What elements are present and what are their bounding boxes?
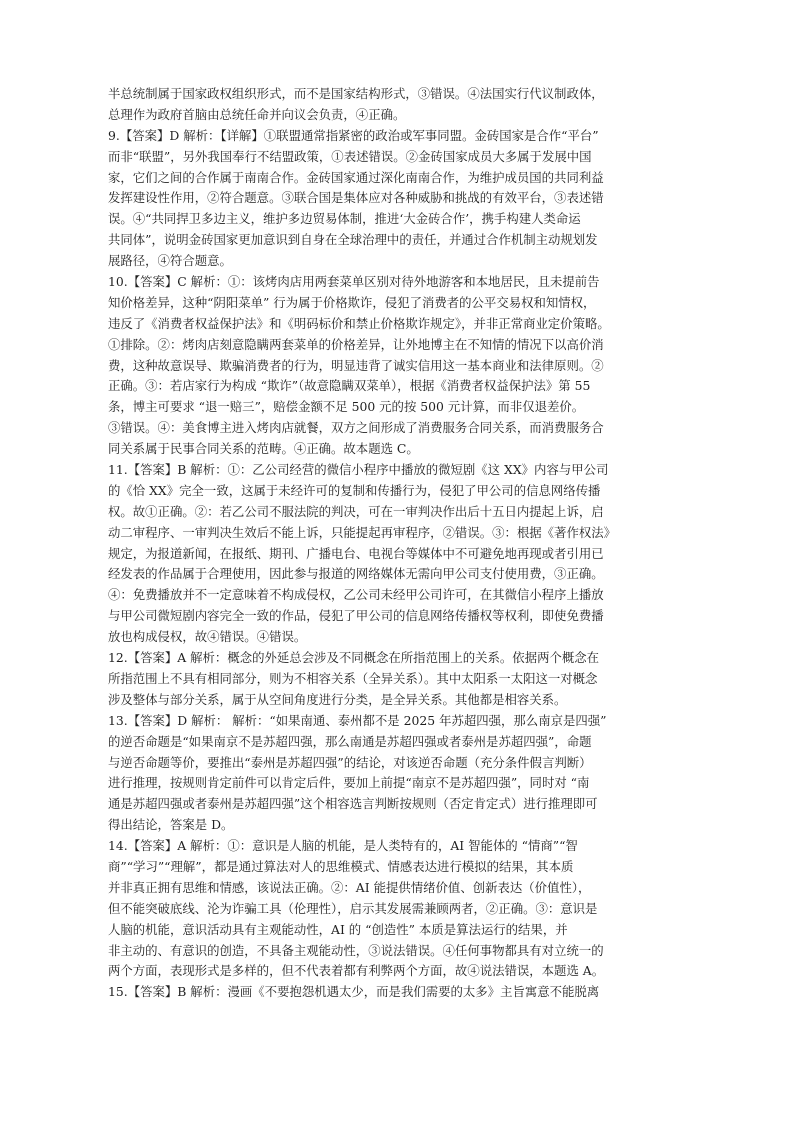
text-line: 进行推理，按规则肯定前件可以肯定后件，要加上前提“南京不是苏超四强”，同时对 “南 xyxy=(108,775,590,791)
text-line: 15.【答案】B 解析：漫画《不要抱怨机遇太少，而是我们需要的太多》主旨寓意不能脱离 xyxy=(108,984,600,1000)
text-line: 14.【答案】A 解析：①：意识是人脑的机能，是人类特有的，AI 智能体的 “情商”“智 xyxy=(108,838,578,854)
text-line: 共同体”，说明金砖国家更加意识到自身在全球治理中的责任，并通过合作机制主动规划发 xyxy=(108,232,598,248)
text-line: 误。④“共同捍卫多边主义，维护多边贸易体制，推进‘大金砖合作’，携手构建人类命运 xyxy=(108,211,581,227)
text-line: 与甲公司微短剧内容完全一致的作品，侵犯了甲公司的信息网络传播权等权利，即使免费播 xyxy=(108,608,604,624)
text-line: 13.【答案】D 解析： 解析：“如果南通、泰州都不是 2025 年苏超四强，那么南京是四强” xyxy=(108,712,607,728)
text-line: ④：免费播放并不一定意味着不构成侵权，乙公司未经甲公司许可，在其微信小程序上播放 xyxy=(108,587,604,603)
text-line: 违反了《消费者权益保护法》和《明码标价和禁止价格欺诈规定》，并非正常商业定价策略。 xyxy=(108,315,610,331)
text-line: 但不能突破底线、沦为诈骗工具（伦理性），启示其发展需兼顾两者，②正确。③：意识是 xyxy=(108,900,598,916)
text-line: 放也构成侵权，故④错误。④错误。 xyxy=(108,629,307,645)
text-line: ①排除。②：烤肉店刻意隐瞒两套菜单的价格差异，让外地博主在不知情的情况下以高价消 xyxy=(108,336,604,352)
text-line: 两个方面，表现形式是多样的，但不代表着都有利弊两个方面，故④说法错误，本题选 A。 xyxy=(108,963,605,979)
text-line: 涉及整体与部分关系，属于从空间角度进行分类，是全异关系。其他都是相容关系。 xyxy=(108,691,567,707)
text-line: 费，这种故意误导、欺骗消费者的行为，明显违背了诚实信用这一基本商业和法律原则。② xyxy=(108,357,604,373)
text-line: 的《恰 XX》完全一致，这属于未经许可的复制和传播行为，侵犯了甲公司的信息网络传播 xyxy=(108,482,601,498)
text-line: 11.【答案】B 解析：①：乙公司经营的微信小程序中播放的微短剧《这 XX》内容与甲公司 xyxy=(108,462,609,478)
text-line: 12.【答案】A 解析：概念的外延总会涉及不同概念在所指范围上的关系。依据两个概念在 xyxy=(108,650,600,666)
text-line: 发挥建设性作用，②符合题意。③联合国是集体应对各种威胁和挑战的有效平台，③表述错 xyxy=(108,190,604,206)
text-line: 家，它们之间的合作属于南南合作。金砖国家通过深化南南合作，为维护成员国的共同利益 xyxy=(108,169,604,185)
text-line: 所指范围上不具有相同部分，则为不相容关系（全异关系）。其中太阳系一太阳这一对概念 xyxy=(108,670,598,686)
text-line: 与逆否命题等价，要推出“泰州是苏超四强”的结论，对该逆否命题（充分条件假言判断） xyxy=(108,754,592,770)
text-line: 经发表的作品属于合理使用，因此参与报道的网络媒体无需向甲公司支付使用费，③正确。 xyxy=(108,566,604,582)
text-line: 商”“学习”“理解”，都是通过算法对人的思维模式、情感表达进行模拟的结果，其本质 xyxy=(108,858,574,874)
text-line: 9.【答案】D 解析：【详解】①联盟通常指紧密的政治或军事同盟。金砖国家是合作“平台” xyxy=(108,127,599,143)
text-line: 权。故①正确。②：若乙公司不服法院的判决，可在一审判决作出后十五日内提起上诉，启 xyxy=(108,503,604,519)
text-line: 的逆否命题是“如果南京不是苏超四强，那么南通是苏超四强或者泰州是苏超四强”，命题 xyxy=(108,733,592,749)
text-line: 得出结论，答案是 D。 xyxy=(108,817,234,833)
text-line: 而非“联盟”，另外我国奉行不结盟政策，①表述错误。②金砖国家成员大多属于发展中国 xyxy=(108,148,592,164)
answer-explanation-text xyxy=(108,84,696,1003)
text-line: 动二审程序、一审判决生效后不能上诉，只能提起再审程序，②错误。③：根据《著作权法》 xyxy=(108,524,617,540)
text-line: 条，博主可要求 “退一赔三”，赔偿金额不足 500 元的按 500 元计算，而非仅退差价。 xyxy=(108,399,585,415)
text-line: ③错误。④：美食博主进入烤肉店就餐，双方之间形成了消费服务合同关系，而消费服务合 xyxy=(108,420,604,436)
text-line: 规定，为报道新闻，在报纸、期刊、广播电台、电视台等媒体中不可避免地再现或者引用已 xyxy=(108,545,604,561)
text-line: 同关系属于民事合同关系的范畴。④正确。故本题选 C。 xyxy=(108,441,419,457)
text-line: 通是苏超四强或者泰州是苏超四强”这个相容选言判断按规则（否定肯定式）进行推理即可 xyxy=(108,796,598,812)
text-line: 正确。③：若店家行为构成 “欺诈”（故意隐瞒双菜单），根据《消费者权益保护法》第 55 xyxy=(108,378,591,394)
text-line: 半总统制属于国家政权组织形式，而不是国家结构形式，③错误。④法国实行代议制政体， xyxy=(108,86,604,101)
text-line: 知价格差异，这种“阴阳菜单” 行为属于价格欺诈，侵犯了消费者的公平交易权和知情权， xyxy=(108,294,596,310)
text-line: 总理作为政府首脑由总统任命并向议会负责，④正确。 xyxy=(108,106,406,122)
text-line: 展路径，④符合题意。 xyxy=(108,253,232,269)
text-line: 10.【答案】C 解析：①：该烤肉店用两套菜单区别对待外地游客和本地居民，且未提前告 xyxy=(108,274,600,290)
text-line: 非主动的、有意识的创造，不具备主观能动性，③说法错误。④任何事物都具有对立统一的 xyxy=(108,942,604,958)
text-line: 并非真正拥有思维和情感，该说法正确。②：AI 能提供情绪价值、创新表达（价值性）， xyxy=(108,879,591,895)
text-line: 人脑的机能，意识活动具有主观能动性，AI 的 “创造性” 本质是算法运行的结果，并 xyxy=(108,921,568,937)
